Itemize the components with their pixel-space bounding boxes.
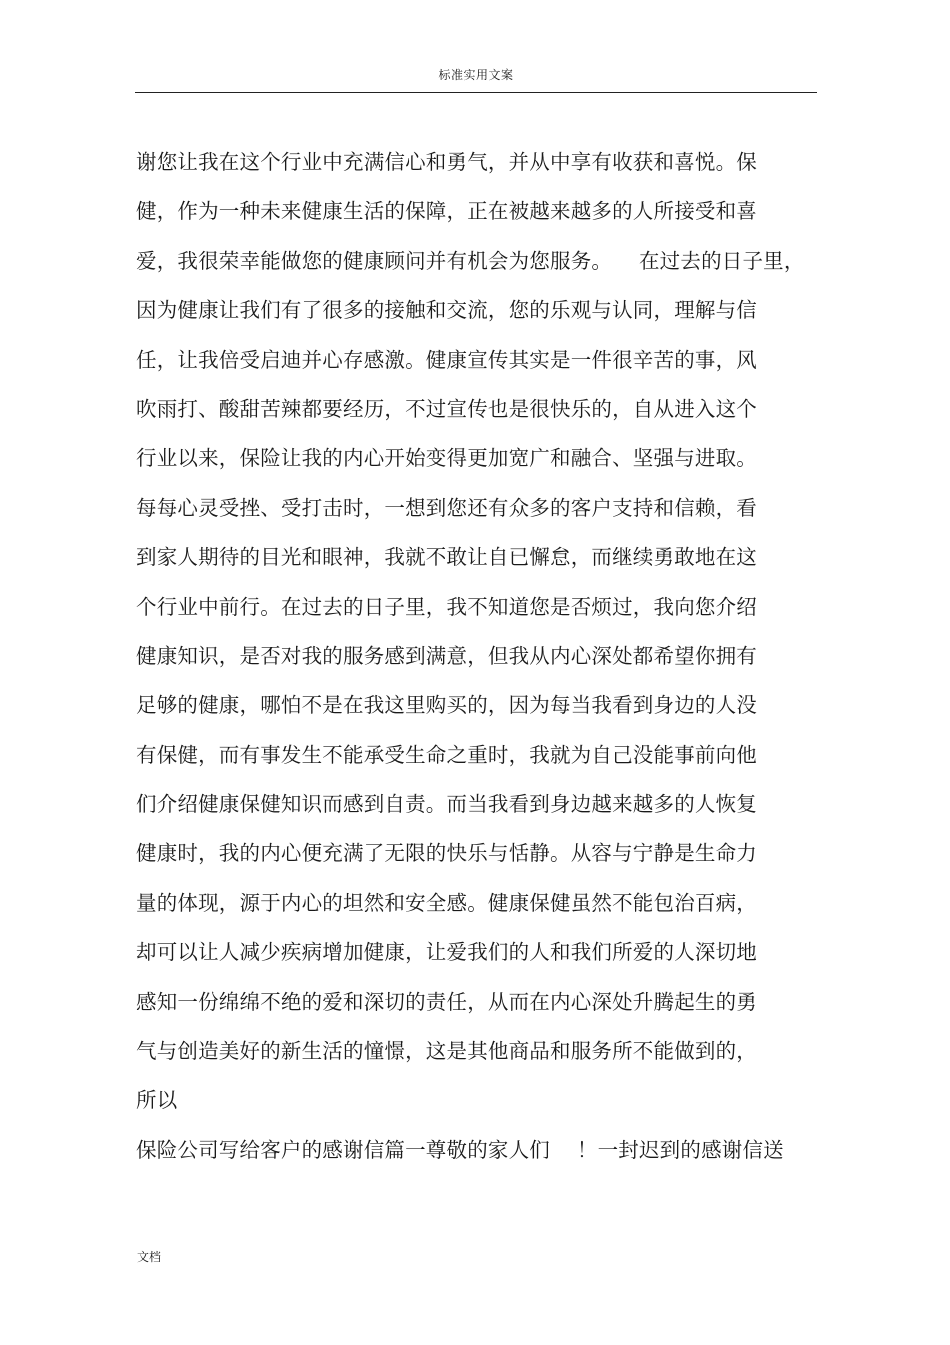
text-line: 足够的健康，哪怕不是在我这里购买的，因为每当我看到身边的人没 <box>136 693 757 718</box>
text-line: 每每心灵受挫、受打击时，一想到您还有众多的客户支持和信赖，看 <box>136 495 757 520</box>
text-line: 所以 <box>136 1088 178 1113</box>
text-line: 个行业中前行。在过去的日子里，我不知道您是否烦过，我向您介绍 <box>136 594 757 619</box>
text-line: 健康时，我的内心便充满了无限的快乐与恬静。从容与宁静是生命力 <box>136 841 757 866</box>
header-title: 标准实用文案 <box>438 68 514 82</box>
text-line: 有保健，而有事发生不能承受生命之重时，我就为自己没能事前向他 <box>136 742 757 767</box>
text-line: 谢您让我在这个行业中充满信心和勇气，并从中享有收获和喜悦。保 <box>136 150 757 174</box>
text-line: 因为健康让我们有了很多的接触和交流，您的乐观与认同，理解与信 <box>136 298 757 323</box>
text-line: 气与创造美好的新生活的憧憬，这是其他商品和服务所不能做到的， <box>136 1039 757 1064</box>
document-body <box>136 138 816 1175</box>
text-line: 保险公司写给客户的感谢信篇一尊敬的家人们 ！一封迟到的感谢信送 <box>136 1137 784 1162</box>
text-line: 感知一份绵绵不绝的爱和深切的责任，从而在内心深处升腾起生的勇 <box>136 989 757 1014</box>
text-line: 量的体现，源于内心的坦然和安全感。健康保健虽然不能包治百病， <box>136 890 757 915</box>
text-line: 任，让我倍受启迪并心存感激。健康宣传其实是一件很辛苦的事，风 <box>136 347 757 372</box>
text-line: 行业以来，保险让我的内心开始变得更加宽广和融合、坚强与进取。 <box>136 446 757 471</box>
text-line: 却可以让人减少疾病增加健康，让爱我们的人和我们所爱的人深切地 <box>136 940 757 965</box>
text-line: 健康知识，是否对我的服务感到满意，但我从内心深处都希望你拥有 <box>136 643 757 668</box>
text-line: 吹雨打、酸甜苦辣都要经历，不过宣传也是很快乐的，自从进入这个 <box>136 396 757 421</box>
text-line: 们介绍健康保健知识而感到自责。而当我看到身边越来越多的人恢复 <box>136 792 757 817</box>
page-header <box>135 60 817 93</box>
text-line: 到家人期待的目光和眼神，我就不敢让自已懈怠，而继续勇敢地在这 <box>136 545 757 570</box>
text-line: 健，作为一种未来健康生活的保障，正在被越来越多的人所接受和喜 <box>136 199 757 224</box>
text-line: 爱，我很荣幸能做您的健康顾问并有机会为您服务。 在过去的日子里， <box>136 248 805 273</box>
page-footer: 文档 <box>137 1250 162 1264</box>
